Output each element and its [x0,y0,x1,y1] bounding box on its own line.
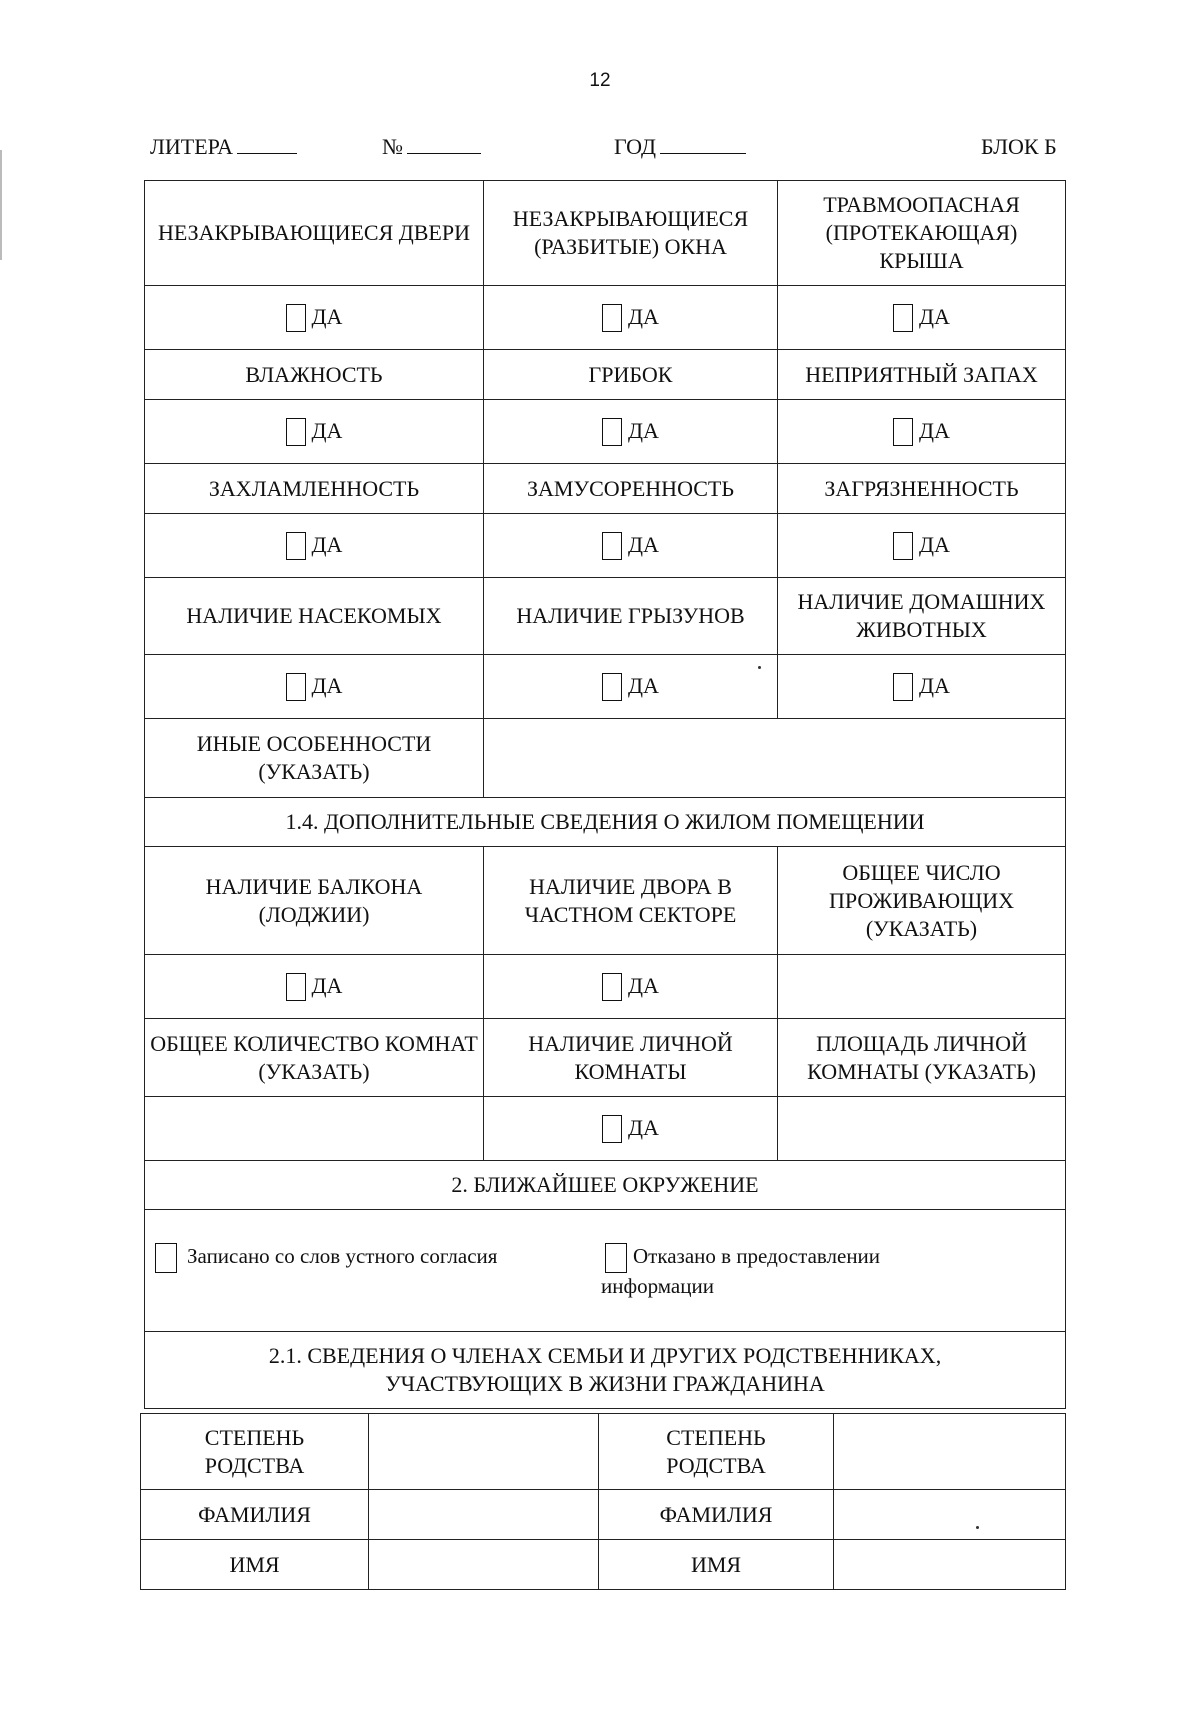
page-number: 12 [589,70,611,91]
cond-label-insects: НАЛИЧИЕ НАСЕКОМЫХ [145,578,484,655]
checkbox-clutter[interactable] [286,532,306,560]
number-field [382,134,481,160]
checkbox-dirt[interactable] [893,532,913,560]
table-row [145,400,1066,464]
relation-label-2: СТЕПЕНЬ РОДСТВА [599,1414,834,1490]
name-label-1: ИМЯ [141,1540,369,1590]
yes-label: ДА [919,303,950,329]
option-recorded-label: Записано со слов устного согласия [187,1243,498,1268]
cb-cell-dirt [778,514,1066,578]
checkbox-yard[interactable] [602,973,622,1001]
year-field [614,134,746,160]
section-2-title: 2. БЛИЖАЙШЕЕ ОКРУЖЕНИЕ [145,1161,1066,1210]
scan-edge-mark [0,150,2,260]
cb-cell-clutter [145,514,484,578]
yes-label: ДА [919,417,950,443]
checkbox-recorded[interactable] [155,1243,177,1273]
checkbox-doors[interactable] [286,304,306,332]
cond-label-doors: НЕЗАКРЫВАЮЩИЕСЯ ДВЕРИ [145,181,484,286]
option-recorded [155,1241,605,1273]
checkbox-roof[interactable] [893,304,913,332]
table-row [141,1414,1066,1490]
cond-label-pets: НАЛИЧИЕ ДОМАШНИХ ЖИВОТНЫХ [778,578,1066,655]
label-own-room: НАЛИЧИЕ ЛИЧНОЙ КОМНАТЫ [484,1019,778,1097]
consent-options [145,1210,1066,1332]
checkbox-fungus[interactable] [602,418,622,446]
checkbox-smell[interactable] [893,418,913,446]
block-label: БЛОК Б [981,134,1057,159]
cb-cell-roof [778,286,1066,350]
cond-label-clutter: ЗАХЛАМЛЕННОСТЬ [145,464,484,514]
yes-label: ДА [311,972,343,998]
cond-label-windows: НЕЗАКРЫВАЮЩИЕСЯ (РАЗБИТЫЕ) ОКНА [484,181,778,286]
cond-label-roof: ТРАВМООПАСНАЯ (ПРОТЕКАЮЩАЯ) КРЫША [778,181,1066,286]
yes-label: ДА [628,417,659,443]
label-balcony: НАЛИЧИЕ БАЛКОНА (ЛОДЖИИ) [145,847,484,955]
cond-label-rodents: НАЛИЧИЕ ГРЫЗУНОВ [484,578,778,655]
cb-cell-doors [145,286,484,350]
number-label: № [382,134,403,159]
cond-label-dirt: ЗАГРЯЗНЕННОСТЬ [778,464,1066,514]
cb-cell-smell [778,400,1066,464]
yes-label: ДА [628,303,659,329]
room-area-input[interactable] [778,1097,1066,1161]
cond-label-other: ИНЫЕ ОСОБЕННОСТИ (УКАЗАТЬ) [145,719,484,798]
surname-input-1[interactable] [369,1490,599,1540]
checkbox-litter[interactable] [602,532,622,560]
surname-label-2: ФАМИЛИЯ [599,1490,834,1540]
table-row [145,1332,1066,1409]
cb-cell-insects [145,655,484,719]
surname-label-1: ФАМИЛИЯ [141,1490,369,1540]
yes-label: ДА [311,303,343,329]
cb-cell-yard [484,955,778,1019]
litera-blank[interactable] [237,135,297,154]
cb-cell-balcony [145,955,484,1019]
checkbox-pets[interactable] [893,673,913,701]
yes-label: ДА [628,972,659,998]
yes-label: ДА [311,531,343,557]
residents-input[interactable] [778,955,1066,1019]
yes-label: ДА [628,672,659,698]
table-row [145,578,1066,655]
checkbox-balcony[interactable] [286,973,306,1001]
cond-label-litter: ЗАМУСОРЕННОСТЬ [484,464,778,514]
table-row [141,1490,1066,1540]
yes-label: ДА [919,531,950,557]
checkbox-own-room[interactable] [602,1115,622,1143]
cond-label-humidity: ВЛАЖНОСТЬ [145,350,484,400]
option-refused-label: Отказано в предоставлении информации [601,1243,881,1298]
name-input-2[interactable] [834,1540,1066,1590]
checkbox-humidity[interactable] [286,418,306,446]
checkbox-insects[interactable] [286,673,306,701]
other-features-input[interactable] [484,719,1066,798]
conditions-table [144,180,1066,1409]
table-row [145,286,1066,350]
cb-cell-humidity [145,400,484,464]
cb-cell-windows [484,286,778,350]
cond-label-smell: НЕПРИЯТНЫЙ ЗАПАХ [778,350,1066,400]
cb-cell-own-room [484,1097,778,1161]
yes-label: ДА [311,672,343,698]
table-row [145,1019,1066,1097]
table-row [145,955,1066,1019]
relation-label-1: СТЕПЕНЬ РОДСТВА [141,1414,369,1490]
checkbox-rodents[interactable] [602,673,622,701]
cb-cell-pets [778,655,1066,719]
litera-field [150,134,297,160]
table-row [145,1210,1066,1332]
section-1-4-title: 1.4. ДОПОЛНИТЕЛЬНЫЕ СВЕДЕНИЯ О ЖИЛОМ ПОМЕЩЕНИИ [145,798,1066,847]
name-input-1[interactable] [369,1540,599,1590]
table-row [145,464,1066,514]
yes-label: ДА [919,672,950,698]
yes-label: ДА [628,531,659,557]
label-room-area: ПЛОЩАДЬ ЛИЧНОЙ КОМНАТЫ (УКАЗАТЬ) [778,1019,1066,1097]
cb-cell-fungus [484,400,778,464]
relation-input-1[interactable] [369,1414,599,1490]
label-residents: ОБЩЕЕ ЧИСЛО ПРОЖИВАЮЩИХ (УКАЗАТЬ) [778,847,1066,955]
table-row [145,719,1066,798]
label-yard: НАЛИЧИЕ ДВОРА В ЧАСТНОМ СЕКТОРЕ [484,847,778,955]
scan-speck [976,1526,979,1529]
table-row [145,1097,1066,1161]
table-row [145,798,1066,847]
option-refused [601,1241,945,1301]
scan-speck [758,666,761,669]
label-rooms-total: ОБЩЕЕ КОЛИЧЕСТВО КОМНАТ (УКАЗАТЬ) [145,1019,484,1097]
rooms-total-input[interactable] [145,1097,484,1161]
year-label: ГОД [614,134,656,159]
cb-cell-litter [484,514,778,578]
section-2-1-title: 2.1. СВЕДЕНИЯ О ЧЛЕНАХ СЕМЬИ И ДРУГИХ РОДСТВЕННИКАХ, УЧАСТВУЮЩИХ В ЖИЗНИ ГРАЖДАНИНА [145,1332,1066,1409]
litera-label: ЛИТЕРА [150,134,233,159]
surname-input-2[interactable] [834,1490,1066,1540]
table-row [145,514,1066,578]
yes-label: ДА [628,1114,659,1140]
table-row [145,847,1066,955]
cond-label-fungus: ГРИБОК [484,350,778,400]
number-blank[interactable] [407,135,481,154]
name-label-2: ИМЯ [599,1540,834,1590]
table-row [145,350,1066,400]
checkbox-windows[interactable] [602,304,622,332]
relatives-table [140,1413,1066,1590]
yes-label: ДА [311,417,343,443]
table-row [145,1161,1066,1210]
year-blank[interactable] [660,135,746,154]
table-row [145,181,1066,286]
cb-cell-rodents [484,655,778,719]
table-row [145,655,1066,719]
relation-input-2[interactable] [834,1414,1066,1490]
table-row [141,1540,1066,1590]
